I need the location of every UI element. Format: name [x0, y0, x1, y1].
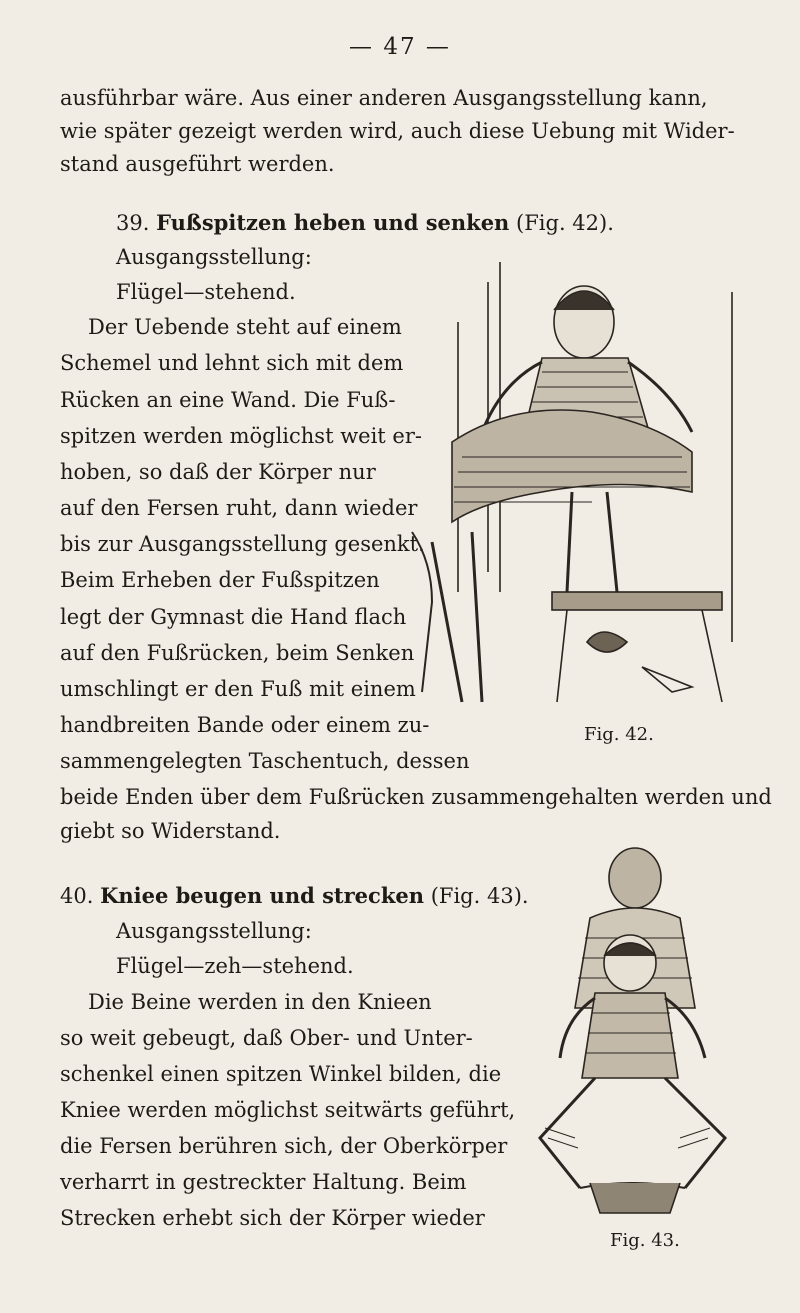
body-line: sammengelegten Taschentuch, dessen — [60, 749, 470, 773]
section-number: 39. — [116, 211, 150, 235]
body-line: Schemel und lehnt sich mit dem — [60, 351, 404, 375]
kneeling-figures-drawing — [520, 838, 750, 1218]
body-line: Kniee werden möglichst seitwärts geführt, — [60, 1098, 516, 1122]
body-line: ausführbar wäre. Aus einer anderen Ausgangsstellung kann, — [60, 86, 708, 110]
body-line: Rücken an eine Wand. Die Fuß- — [60, 388, 396, 412]
body-line: Flügel—stehend. — [116, 280, 296, 304]
body-line: Ausgangsstellung: — [116, 245, 312, 269]
body-line: beide Enden über dem Fußrücken zusammengehalten werden und — [60, 785, 772, 809]
body-line: auf den Fersen ruht, dann wieder — [60, 496, 418, 520]
body-line: Ausgangsstellung: — [116, 919, 312, 943]
body-line: stand ausgeführt werden. — [60, 152, 335, 176]
body-line: Die Beine werden in den Knieen — [88, 990, 432, 1014]
section-40-heading — [60, 882, 529, 910]
body-line: schenkel einen spitzen Winkel bilden, die — [60, 1062, 502, 1086]
body-line: giebt so Widerstand. — [60, 819, 281, 843]
section-title: Fußspitzen heben und senken — [156, 210, 510, 235]
body-line: hoben, so daß der Körper nur — [60, 460, 376, 484]
figure-reference: (Fig. 43). — [430, 884, 529, 908]
body-line: Flügel—zeh—stehend. — [116, 954, 354, 978]
body-line: umschlingt er den Fuß mit einem — [60, 677, 416, 701]
figure-42-caption: Fig. 42. — [584, 724, 654, 745]
figure-43-caption: Fig. 43. — [610, 1230, 680, 1251]
body-line: so weit gebeugt, daß Ober- und Unter- — [60, 1026, 473, 1050]
man-on-stool-drawing — [392, 262, 772, 710]
section-39-heading — [116, 209, 614, 237]
body-line: spitzen werden möglichst weit er- — [60, 424, 422, 448]
body-line: auf den Fußrücken, beim Senken — [60, 641, 415, 665]
body-line: Strecken erhebt sich der Körper wieder — [60, 1206, 485, 1230]
body-line: handbreiten Bande oder einem zu- — [60, 713, 430, 737]
figure-43-illustration — [520, 838, 750, 1218]
body-line: verharrt in gestreckter Haltung. Beim — [60, 1170, 467, 1194]
figure-reference: (Fig. 42). — [516, 211, 614, 235]
body-line: legt der Gymnast die Hand flach — [60, 605, 407, 629]
body-line: wie später gezeigt werden wird, auch diese Uebung mit Wider- — [60, 119, 735, 143]
figure-42-illustration — [392, 262, 772, 710]
body-line: Beim Erheben der Fußspitzen — [60, 568, 380, 592]
body-line: Der Uebende steht auf einem — [88, 315, 402, 339]
body-line: bis zur Ausgangsstellung gesenkt. — [60, 532, 425, 556]
section-title: Kniee beugen und strecken — [100, 883, 425, 908]
page-number: — 47 — — [349, 34, 451, 60]
section-number: 40. — [60, 884, 94, 908]
body-line: die Fersen berühren sich, der Oberkörper — [60, 1134, 508, 1158]
